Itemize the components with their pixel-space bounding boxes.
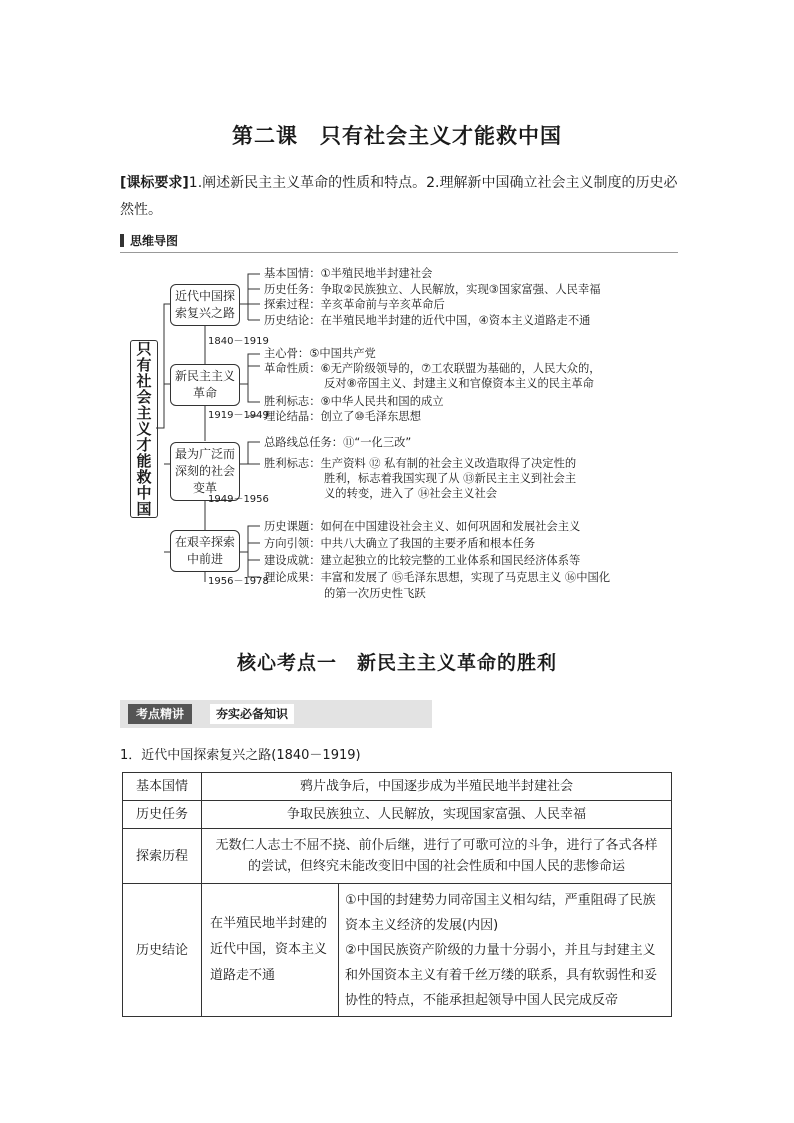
table-row — [123, 801, 672, 829]
mindmap-line: 义的转变，进入了 ⑭社会主义社会 — [324, 487, 498, 500]
node-new-democratic-revolution: 新民主主义革命 — [170, 364, 240, 406]
mindmap-line: 理论结晶：创立了⑩毛泽东思想 — [264, 410, 421, 423]
mindmap-line: 胜利标志：生产资料 ⑫ 私有制的社会主义改造取得了决定性的 — [264, 457, 577, 470]
table-value: 无数仁人志士不屈不挠、前仆后继，进行了可歌可泣的斗争，进行了各式各样的尝试，但终究未能改变旧中国的社会性质和中国人民的悲惨命运 — [202, 829, 672, 884]
band-sub-label: 夯实必备知识 — [210, 704, 294, 724]
knowledge-table — [122, 772, 672, 1017]
section-bar-icon — [120, 234, 124, 247]
node-modern-china: 近代中国探索复兴之路 — [170, 284, 240, 326]
mindmap-line: 的第一次历史性飞跃 — [324, 587, 426, 600]
table-key: 基本国情 — [123, 773, 202, 801]
requirement-tag: [课标要求] — [120, 175, 189, 191]
mind-map — [120, 256, 680, 606]
mindmap-line: 胜利标志：⑨中华人民共和国的成立 — [264, 395, 444, 408]
node-arduous-exploration: 在艰辛探索中前进 — [170, 530, 240, 572]
subsection-heading: 1．近代中国探索复兴之路(1840－1919) — [120, 748, 361, 763]
page-title: 第二课 只有社会主义才能救中国 — [232, 124, 562, 148]
year-range: 1956－1978 — [208, 576, 269, 587]
year-range: 1949－1956 — [208, 494, 269, 505]
table-key: 历史结论 — [123, 884, 202, 1017]
reason-1: ①中国的封建势力同帝国主义相勾结，严重阻碍了民族资本主义经济的发展(内因) — [345, 892, 656, 933]
mindmap-line: 方向引领：中共八大确立了我国的主要矛盾和根本任务 — [264, 537, 536, 550]
year-range: 1840－1919 — [208, 336, 269, 347]
table-key: 探索历程 — [123, 829, 202, 884]
knowledge-band — [120, 700, 432, 728]
table-key: 历史任务 — [123, 801, 202, 829]
year-range: 1919－1949 — [208, 410, 269, 421]
table-row — [123, 773, 672, 801]
mindmap-line: 主心骨：⑤中国共产党 — [264, 347, 376, 360]
mindmap-line: 历史任务：争取②民族独立、人民解放，实现③国家富强、人民幸福 — [264, 283, 601, 296]
mindmap-line: 探索过程：辛亥革命前与辛亥革命后 — [264, 298, 445, 311]
table-conclusion-reasons — [339, 884, 672, 1017]
mindmap-line: 建设成就：建立起独立的比较完整的工业体系和国民经济体系等 — [264, 554, 581, 567]
mindmap-section-label: 思维导图 — [130, 234, 179, 248]
band-label: 考点精讲 — [128, 704, 192, 724]
mindmap-line: 基本国情：①半殖民地半封建社会 — [264, 267, 433, 280]
node-social-transformation: 最为广泛而深刻的社会变革 — [170, 442, 240, 501]
reason-2: ②中国民族资产阶级的力量十分弱小，并且与封建主义和外国资本主义有着千丝万缕的联系，具有软弱性和妥协性的特点，不能承担起领导中国人民完成反帝 — [345, 942, 658, 1008]
requirement-text: 1.阐述新民主主义革命的性质和特点。2.理解新中国确立社会主义制度的历史必然性。 — [120, 175, 678, 218]
curriculum-requirement — [120, 170, 680, 224]
table-row — [123, 884, 672, 1017]
mindmap-root: 只有社会主义才能救中国 — [130, 340, 158, 518]
mindmap-line: 胜利，标志着我国实现了从 ⑬新民主主义到社会主 — [324, 472, 577, 485]
table-value: 争取民族独立、人民解放，实现国家富强、人民幸福 — [202, 801, 672, 829]
mindmap-line: 总路线总任务：⑪“一化三改” — [264, 436, 412, 449]
table-conclusion-mid: 在半殖民地半封建的近代中国，资本主义道路走不通 — [202, 884, 339, 1017]
mindmap-line: 反对⑧帝国主义、封建主义和官僚资本主义的民主革命 — [324, 377, 594, 390]
table-row — [123, 829, 672, 884]
mindmap-line: 革命性质：⑥无产阶级领导的，⑦工农联盟为基础的，人民大众的， — [264, 362, 601, 375]
mindmap-section-header — [120, 232, 678, 253]
mindmap-line: 理论成果：丰富和发展了 ⑮毛泽东思想，实现了马克思主义 ⑯中国化 — [264, 571, 611, 584]
mindmap-line: 历史结论：在半殖民地半封建的近代中国，④资本主义道路走不通 — [264, 314, 591, 327]
core-section-title: 核心考点一 新民主主义革命的胜利 — [236, 652, 557, 674]
table-value: 鸦片战争后，中国逐步成为半殖民地半封建社会 — [202, 773, 672, 801]
mindmap-line: 历史课题：如何在中国建设社会主义、如何巩固和发展社会主义 — [264, 520, 581, 533]
